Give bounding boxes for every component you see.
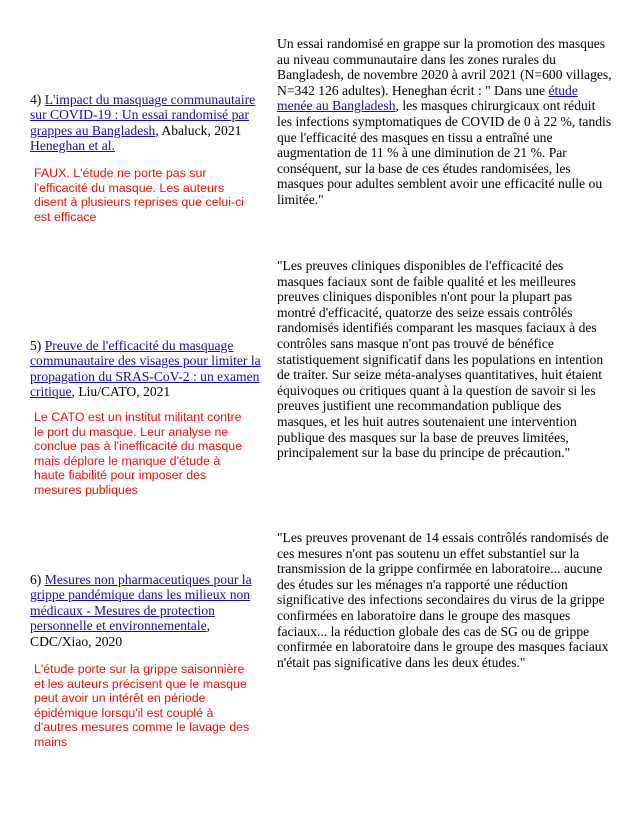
annotation-note-6: L'étude porte sur la grippe saisonnière et les auteurs précisent que le masque peut avoir un intérêt en période épidémique lorsqu'il est couplé à d'autres mesures comme le lavage des mains — [34, 662, 250, 749]
annotation-note-5: Le CATO est un institut militant contre le port du masque. Leur analyse ne conclue pas à l'inefficacité du masque mais déplore le manque d'étude à haute fiabilité pour imposer des mesures publiques — [34, 410, 243, 497]
reference-number: 5) — [30, 338, 42, 353]
study-link-cdc[interactable]: Mesures non pharmaceutiques pour la grippe pandémique dans les milieux non médicaux - Mesures de protection personnelle et environnementale — [30, 572, 252, 634]
reference-number: 4) — [30, 92, 42, 107]
quote-5: "Les preuves cliniques disponibles de l'efficacité des masques faciaux sont de faible qualité et les meilleures preuves cliniques disponibles n'ont pour la plupart pas montré d'efficacité, quatorze des seize essais contrôlés randomisés identifiés comparant les masques faciaux à des contrôles sans masque n'ont pas trouvé de bénéfice statistiquement significatif dans les populations en intention de traiter. Sur seize méta-analyses quantitatives, huit étaient équivoques ou critiques quant à la question de savoir si les preuves justifient une recommandation publique des masques, et les huit autres soutenaient une intervention publique des masques sur la base de preuves limitées, principalement sur la base du principe de précaution." — [277, 258, 604, 461]
quote-link-bangladesh[interactable]: étude menée au Bangladesh — [277, 82, 578, 114]
reference-source: , CDC/Xiao, 2020 — [30, 618, 211, 649]
quote-6: "Les preuves provenant de 14 essais contrôlés randomisés de ces mesures n'ont pas soutenu un effet substantiel sur la transmission de la grippe confirmée en laboratoire... aucune des études sur les ménages n'a rapporté une réduction significative des infections secondaires du virus de la grippe confirmées en laboratoire dans le groupe des masques faciaux... la réduction globale des cas de SG ou de grippe confirmée en laboratoire dans le groupe des masques faciaux n'était pas significative dans les deux études." — [277, 530, 609, 670]
quote-4 — [277, 36, 613, 208]
quote-text-start: Un essai randomisé en grappe sur la promotion des masques au niveau communautaire dans les zones rurales du Bangladesh, de novembre 2020 à avril 2021 (N=600 villages, N=342 126 adultes). Heneghan écrit : " Dans une — [277, 36, 612, 98]
study-link-cato[interactable]: Preuve de l'efficacité du masquage communautaire des visages pour limiter la propagation du SRAS-CoV-2 : un examen critique — [30, 338, 261, 400]
study-link-bangladesh[interactable]: L'impact du masquage communautaire sur COVID-19 : Un essai randomisé par grappes au Bangladesh — [30, 92, 256, 138]
reference-4 — [30, 92, 272, 154]
quote-text-end: , les masques chirurgicaux ont réduit les infections symptomatiques de COVID de 0 à 22 %, tandis que l'efficacité des masques en tissu a entraîné une augmentation de 11 % à une diminution de 21 %. Par conséquent, sur la base de ces études randomisées, les masques pour adultes semblent avoir une efficacité nulle ou limitée." — [277, 98, 612, 207]
annotation-note-4: FAUX. L'étude ne porte pas sur l'efficacité du masque. Les auteurs disent à plusieurs reprises que celui-ci est efficace — [34, 166, 245, 224]
reference-source: , Abaluck, 2021 — [155, 122, 242, 138]
reference-number: 6) — [30, 572, 42, 587]
reference-source: , Liu/CATO, 2021 — [71, 384, 171, 400]
reference-5 — [30, 338, 272, 400]
heneghan-link[interactable]: Heneghan et al. — [30, 138, 115, 154]
reference-6 — [30, 572, 272, 649]
